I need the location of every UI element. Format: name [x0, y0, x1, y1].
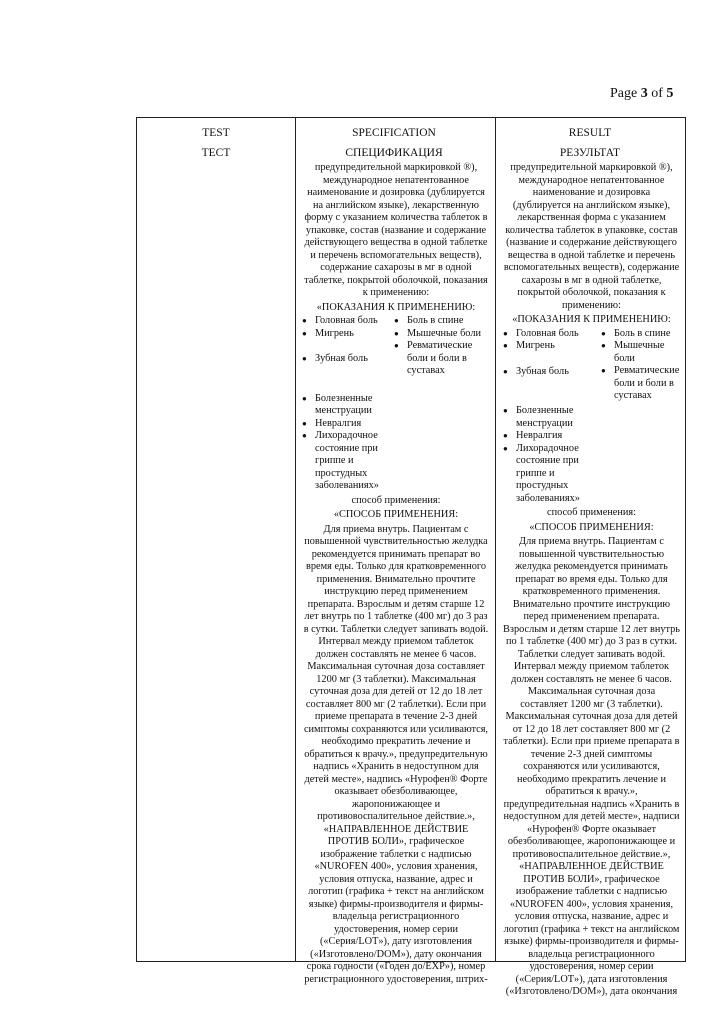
- list-item: ● Лихорадочное состояние при гриппе и простудных заболеваниях»: [302, 430, 379, 491]
- page-label: Page: [610, 86, 638, 101]
- list-item: ● Ревматические боли и боли в суставах: [394, 340, 473, 376]
- spec-column: [302, 162, 490, 986]
- result-method-heading: «СПОСОБ ПРИМЕНЕНИЯ:: [529, 521, 654, 533]
- header-test: [136, 126, 296, 160]
- table-border-top: [136, 117, 686, 118]
- bullet-icon: ●: [302, 354, 307, 363]
- spec-table: [136, 117, 686, 997]
- table-divider-1: [295, 117, 296, 962]
- list-item: ● Ревматические боли и боли в суставах: [601, 365, 680, 401]
- spec-method-heading: «СПОСОБ ПРИМЕНЕНИЯ:: [333, 509, 459, 520]
- bullet-icon: ●: [302, 328, 307, 338]
- spec-indications-list: [302, 315, 490, 493]
- spec-list-left: [302, 315, 394, 493]
- bullet-icon: ●: [601, 341, 606, 350]
- header-spec-ru: СПЕЦИФИКАЦИЯ: [345, 147, 443, 159]
- list-item: ● Боль в спине: [601, 327, 671, 339]
- result-column: [503, 162, 680, 999]
- result-list-left: [503, 328, 601, 506]
- bullet-icon: ●: [394, 341, 399, 350]
- bullet-icon: ●: [394, 328, 399, 338]
- list-item: ● Зубная боль: [503, 365, 569, 377]
- list-item: ● Мышечные боли: [601, 340, 665, 364]
- header-spec: [314, 126, 474, 160]
- header-result-en: RESULT: [568, 127, 612, 139]
- spec-body: Для приема внутрь. Пациентам с повышенной чувствительностью желудка рекомендуется принимать препарат во время еды. Только для кратковременного применения. Внимательно прочтите инструкцию перед применением препарата. Взрослым и детям старше 12 лет внутрь по 1 таблетке (400 мг) до 3 раз в сутки. Таблетки следует запивать водой. Интервал между приемом таблеток должен составлять не менее 6 часов. Максимальная суточная доза составляет 1200 мг (3 таблетки). Максимальная суточная доза для детей от 12 до 18 лет составляет 800 мг (2 таблетки). Если при приеме препарата в течение 2-3 дней симптомы сохраняются или усиливаются, необходимо прекратить лечение и обратиться к врачу.», предупредительную надпись «Хранить в недоступном для детей месте», надпись «Нурофен® Форте оказывает обезболивающее, жаропонижающее и противовоспалительное действие.», «НАПРАВЛЕННОЕ ДЕЙСТВИЕ ПРОТИВ БОЛИ», графическое изображение таблетки с надписью «NUROFEN 400», условия хранения, условия отпуска, название, адрес и логотип (графика + текст на английском языке) фирмы-производителя и фирмы-владельца регистрационного удостоверения, номер серии («Серия/LOT»), дату изготовления («Изготовлено/DOM»), дату окончания срока годности («Годен до/EXP»), номер регистрационного удостоверения, штрих-: [303, 523, 489, 985]
- page-number: [610, 86, 673, 102]
- list-item: ● Невралгия: [503, 430, 563, 441]
- list-item: ● Головная боль: [302, 315, 378, 326]
- list-item: ● Мигрень: [302, 327, 354, 339]
- header-result: [510, 126, 670, 160]
- spec-list-right: [394, 315, 490, 493]
- list-item: ● Болезненные менструации: [503, 405, 574, 429]
- header-test-ru: ТЕСТ: [201, 147, 231, 159]
- result-body: Для приема внутрь. Пациентам с повышенной чувствительностью желудка рекомендуется принимать препарат во время еды. Только для кратковременного применения. Внимательно прочтите инструкцию перед применением препарата. Взрослым и детям старше 12 лет внутрь по 1 таблетке (400 мг) до 3 раз в сутки. Таблетки следует запивать водой. Интервал между приемом таблеток должен составлять не менее 6 часов. Максимальная суточная доза составляет 1200 мг (3 таблетки). Максимальная суточная доза для детей от 12 до 18 лет составляет 800 мг (2 таблетки). Если при приеме препарата в течение 2-3 дней симптомы сохраняются или усиливаются, необходимо прекратить лечение и обратиться к врачу.», предупредительная надпись «Хранить в недоступном для детей месте», надписи «Нурофен® Форте оказывает обезболивающее, жаропонижающее и противовоспалительное действие.», «НАПРАВЛЕННОЕ ДЕЙСТВИЕ ПРОТИВ БОЛИ», графическое изображение таблетки с надписью «NUROFEN 400», условия хранения, условия отпуска, название, адрес и логотип (графика + текст на английском языке) фирмы-производителя и фирмы-владельца регистрационного удостоверения, номер серии («Серия/LOT»), дата изготовления («Изготовлено/DOM»), дата окончания: [503, 536, 680, 997]
- bullet-icon: ●: [601, 328, 606, 338]
- bullet-icon: ●: [503, 406, 508, 415]
- spec-indications-heading: «ПОКАЗАНИЯ К ПРИМЕНЕНИЮ:: [316, 301, 476, 313]
- spec-method-label: способ применения:: [351, 494, 441, 506]
- bullet-icon: ●: [601, 366, 606, 375]
- bullet-icon: ●: [302, 431, 307, 440]
- result-list-right: [601, 328, 680, 506]
- result-indications-heading: «ПОКАЗАНИЯ К ПРИМЕНЕНИЮ:: [512, 314, 671, 325]
- bullet-icon: ●: [503, 341, 508, 350]
- bullet-icon: ●: [503, 328, 508, 338]
- result-indications-list: [503, 328, 680, 506]
- page-current: 3: [640, 86, 648, 101]
- table-divider-2: [495, 117, 496, 962]
- header-result-ru: РЕЗУЛЬТАТ: [559, 147, 621, 159]
- spec-intro: предупредительной маркировкой ®), международное непатентованное наименование и дозировка (дублируется на английском языке), лекарственную форму с указанием количества таблеток в упаковке, состав (название и содержание действующего вещества в одной таблетке и перечень вспомогательных веществ), содержание сахарозы в мг в одной таблетке, покрытой оболочкой, показания к применению:: [304, 162, 488, 298]
- bullet-icon: ●: [302, 316, 307, 325]
- list-item: ● Зубная боль: [302, 353, 368, 364]
- list-item: ● Головная боль: [503, 327, 579, 339]
- bullet-icon: ●: [394, 316, 399, 325]
- table-border-right: [685, 117, 686, 962]
- header-test-en: TEST: [202, 127, 230, 139]
- list-item: ● Невралгия: [302, 417, 362, 429]
- bullet-icon: ●: [302, 393, 307, 403]
- result-method-label: способ применения:: [547, 507, 636, 518]
- bullet-icon: ●: [503, 431, 508, 440]
- list-item: ● Мигрень: [503, 340, 555, 351]
- page-total: 5: [666, 86, 674, 101]
- list-item: ● Мышечные боли: [394, 327, 481, 339]
- bullet-icon: ●: [503, 443, 508, 453]
- result-intro: предупредительной маркировкой ®), международное непатентованное наименование и дозировка (дублируется на английском языке), лекарственная форма с указанием количества таблеток в упаковке, состав (название и содержание действующего вещества в одной таблетке и перечень вспомогательных веществ), содержание сахарозы в мг в одной таблетке, покрытой оболочкой, показания к применению:: [503, 162, 680, 311]
- page-sep: of: [651, 86, 663, 101]
- bullet-icon: ●: [302, 418, 307, 428]
- list-item: ● Лихорадочное состояние при гриппе и простудных заболеваниях»: [503, 442, 580, 504]
- header-spec-en: SPECIFICATION: [352, 127, 436, 139]
- table-border-left: [136, 117, 137, 962]
- list-item: ● Боль в спине: [394, 315, 464, 326]
- list-item: ● Болезненные менструации: [302, 392, 373, 416]
- bullet-icon: ●: [503, 366, 508, 376]
